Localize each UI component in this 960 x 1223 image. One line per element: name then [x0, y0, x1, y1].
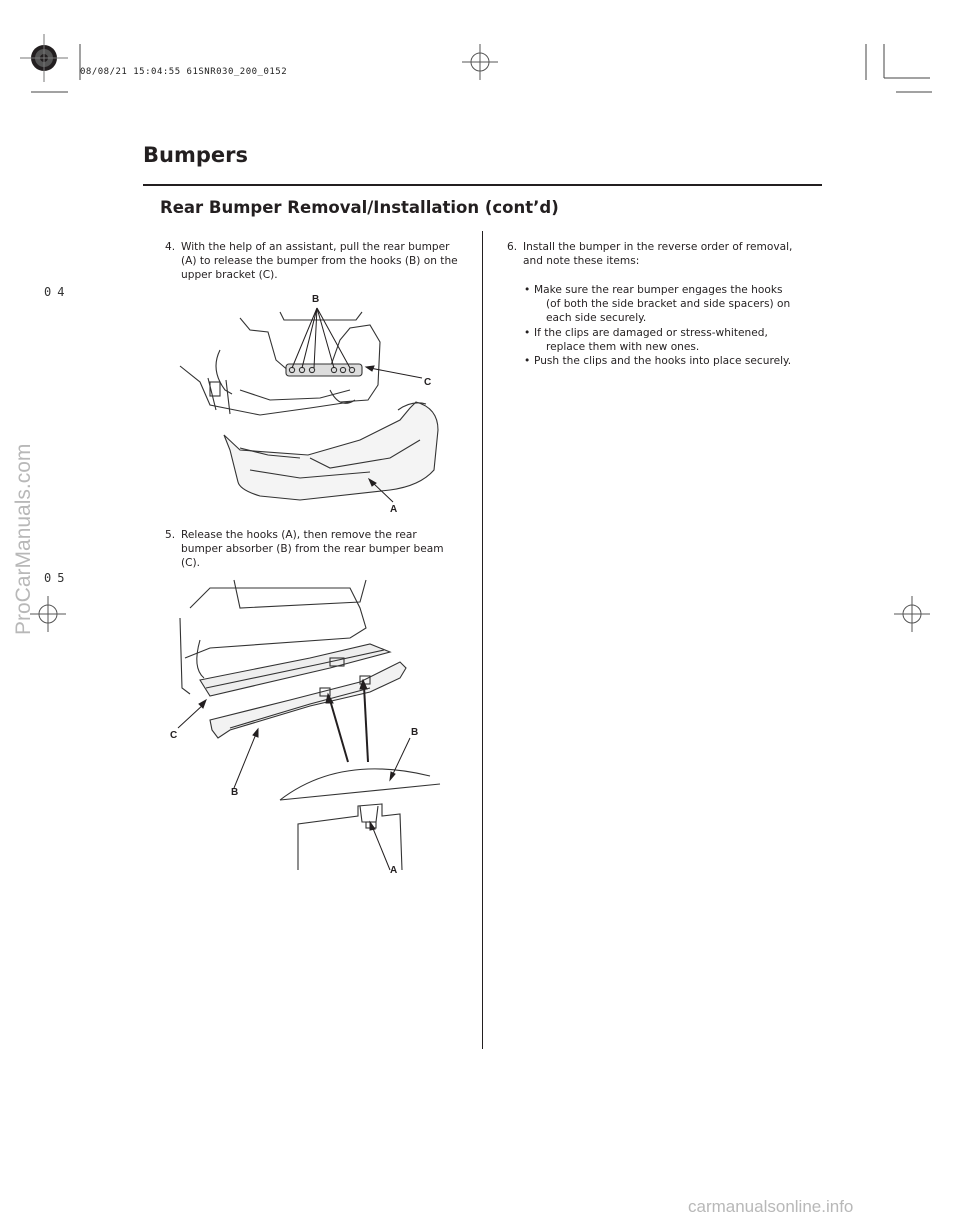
bullet-dot: • — [524, 355, 531, 368]
bullet-item — [524, 326, 824, 354]
watermark-procarmanuals: ProCarManuals.com — [12, 443, 35, 635]
step-5 — [165, 528, 475, 571]
step-6-line-1: Install the bumper in the reverse order of removal, — [523, 241, 793, 253]
figure-1-callout-b: B — [312, 294, 320, 305]
step-5-line-1: Release the hooks (A), then remove the rear — [181, 529, 417, 541]
step-4-line-1: With the help of an assistant, pull the rear bumper — [181, 241, 450, 253]
bullet-1-line-1: Make sure the rear bumper engages the hooks — [534, 284, 783, 296]
bullet-dot: • — [524, 326, 531, 339]
watermark-carmanualsonline: carmanualsonline.info — [688, 1197, 854, 1216]
column-divider — [482, 231, 483, 1049]
step-6-bullets — [524, 283, 824, 368]
bullet-1-line-2: (of both the side bracket and side spacers) on — [546, 298, 791, 311]
step-6-line-2: and note these items: — [523, 255, 640, 268]
figure-2-callout-a: A — [390, 865, 398, 876]
step-5-line-3: (C). — [181, 557, 201, 570]
step-6 — [507, 240, 827, 268]
title-rule — [143, 184, 822, 186]
print-stamp: 08/08/21 15:04:55 61SNR030_200_0152 — [80, 67, 288, 77]
bullet-3-line-1: Push the clips and the hooks into place securely. — [534, 355, 792, 368]
step-6-number: 6. — [507, 241, 518, 253]
figure-1-callout-a: A — [390, 504, 398, 515]
figure-2-callout-b-right: B — [411, 727, 419, 738]
section-title: Rear Bumper Removal/Installation (cont’d) — [160, 198, 559, 217]
bullet-dot: • — [524, 284, 531, 296]
bullet-item — [524, 283, 824, 326]
figure-1-callout-c: C — [424, 377, 432, 388]
figure-2-callout-c: C — [170, 730, 178, 741]
margin-number-top: 04 — [44, 285, 71, 299]
figure-rear-bumper-removal — [180, 290, 460, 510]
step-5-line-2: bumper absorber (B) from the rear bumper beam — [181, 543, 444, 556]
step-4-line-3: upper bracket (C). — [181, 269, 278, 282]
step-4-line-2: (A) to release the bumper from the hooks (B) on the — [181, 255, 458, 268]
step-4-number: 4. — [165, 241, 176, 253]
page-title: Bumpers — [143, 143, 248, 167]
step-5-number: 5. — [165, 529, 176, 541]
bullet-1-line-3: each side securely. — [546, 312, 647, 325]
bullet-2-line-1: If the clips are damaged or stress-whitened, — [534, 326, 768, 339]
figure-bumper-absorber-removal — [170, 578, 450, 868]
bullet-2-line-2: replace them with new ones. — [546, 340, 700, 353]
step-4 — [165, 240, 475, 283]
margin-number-bottom: 05 — [44, 571, 71, 585]
figure-2-callout-b-lower: B — [231, 787, 239, 798]
bullet-item — [524, 354, 824, 368]
